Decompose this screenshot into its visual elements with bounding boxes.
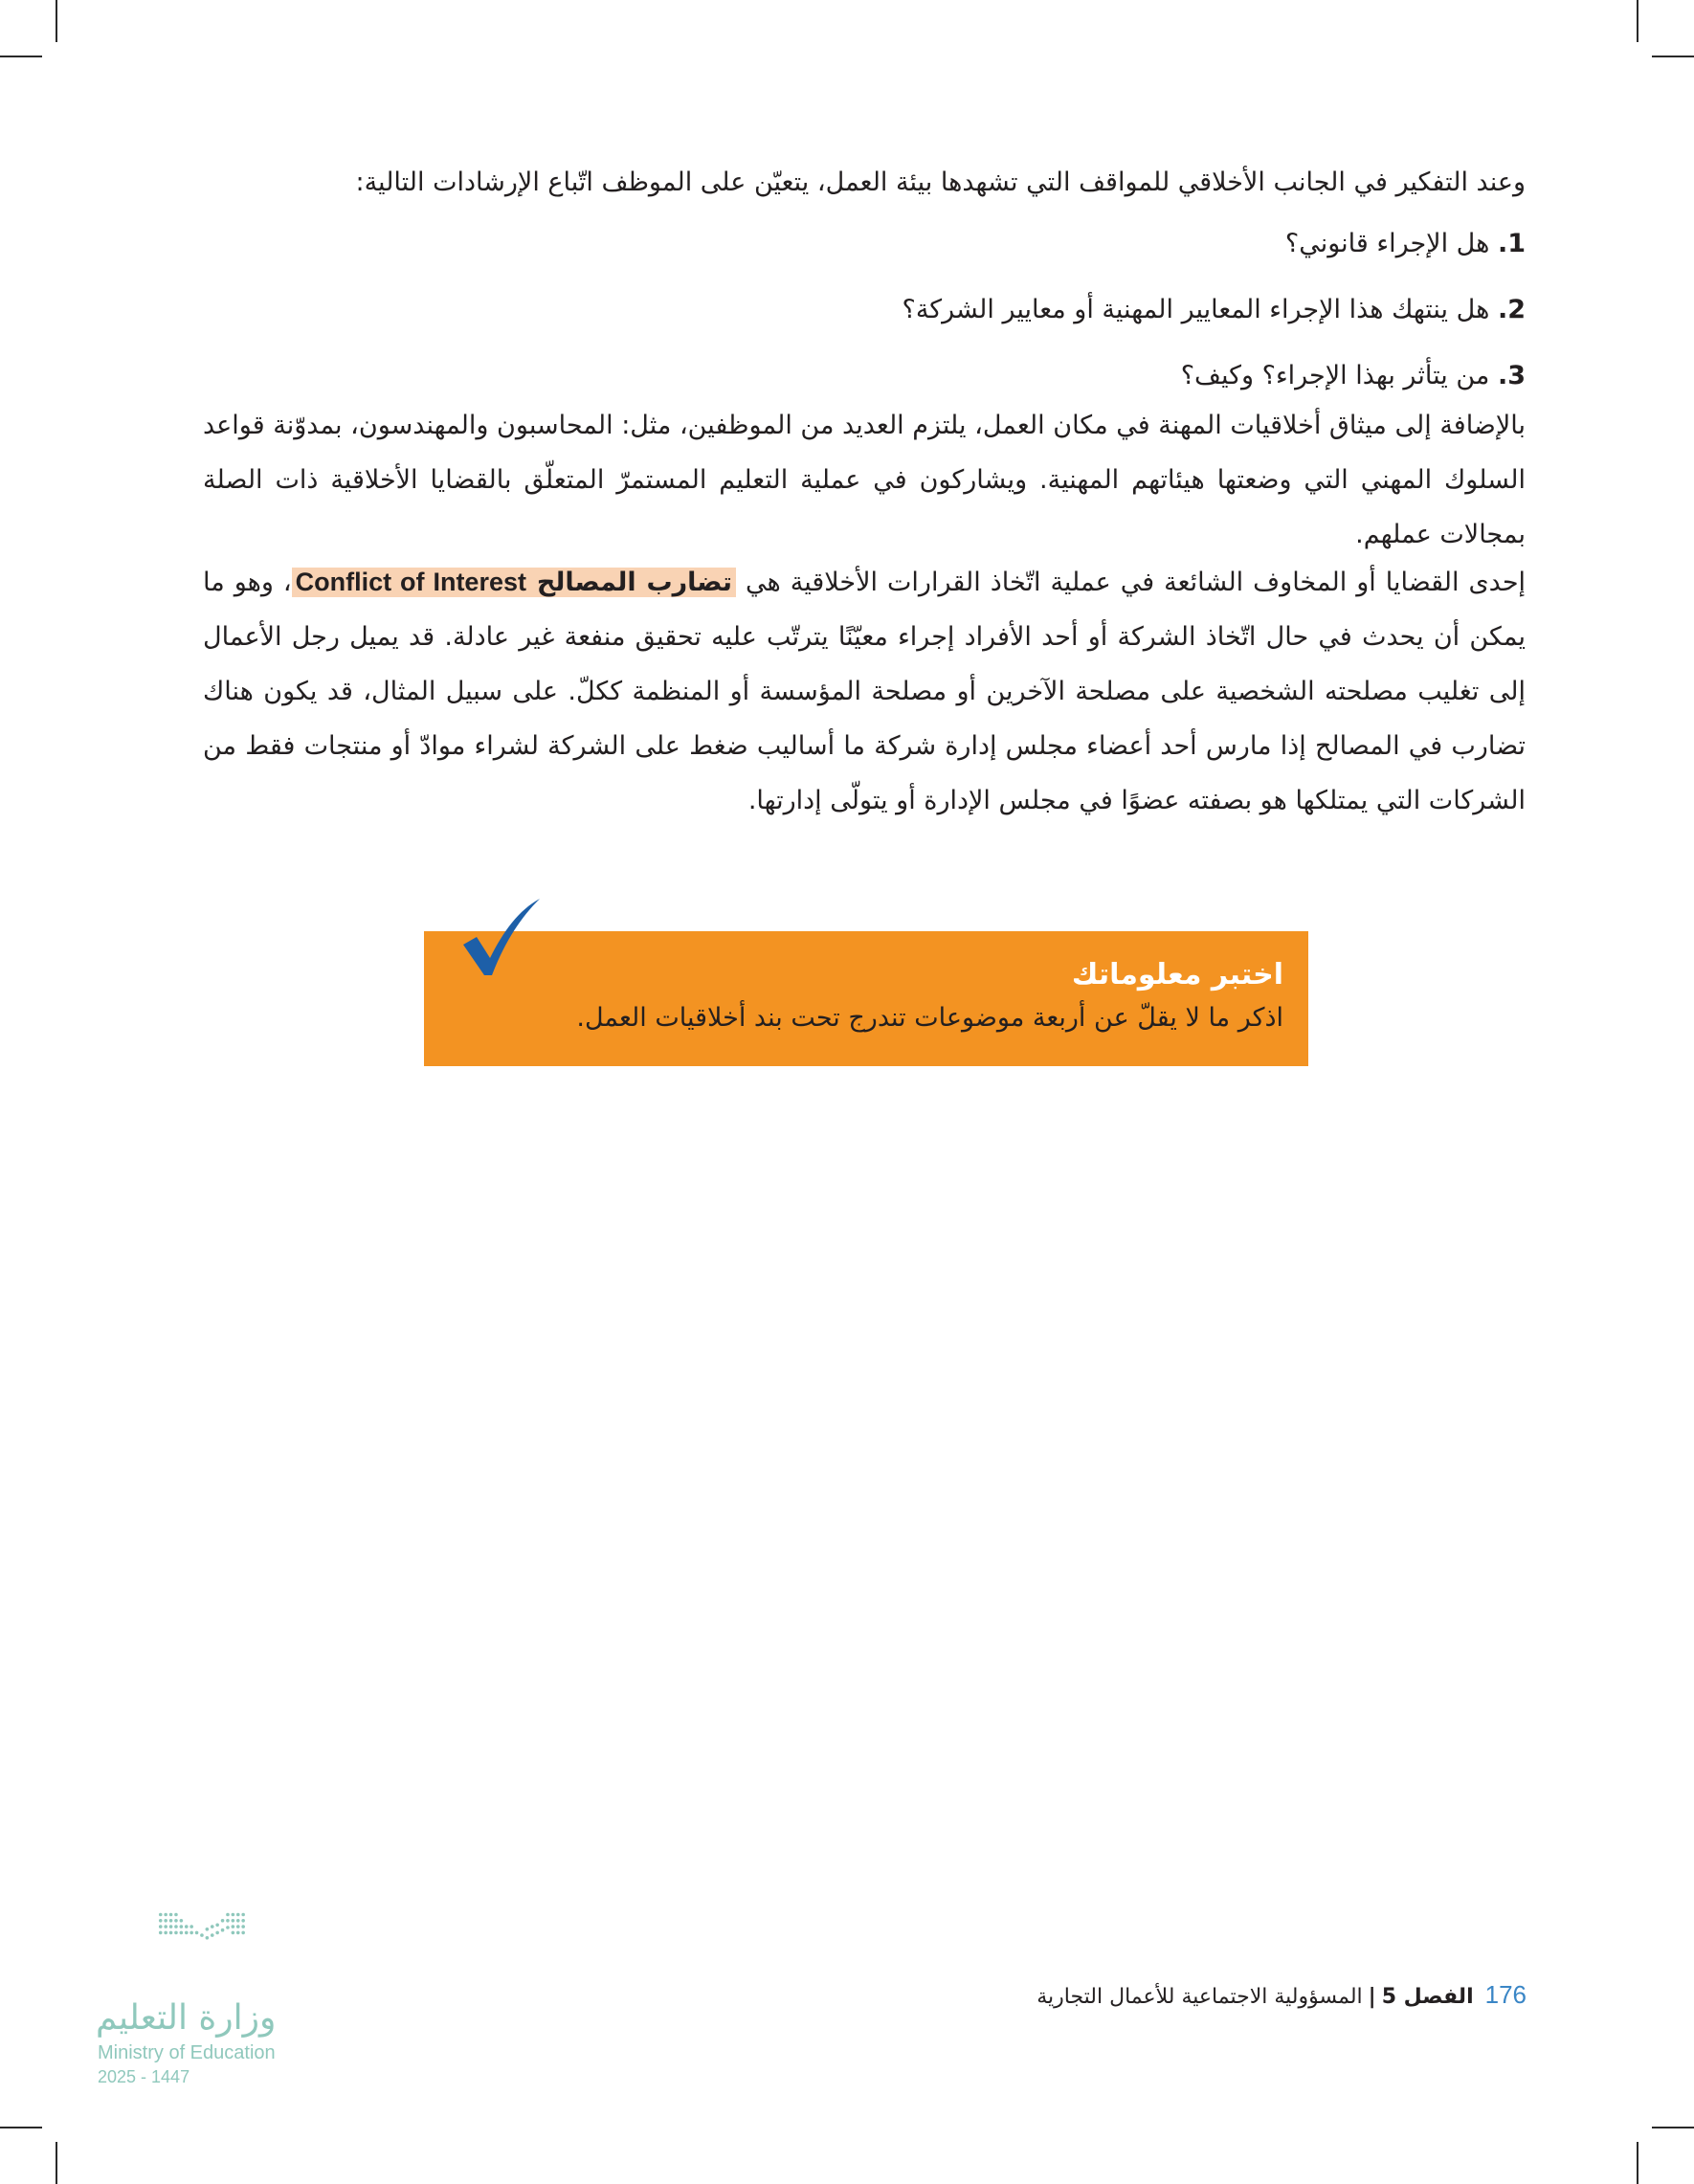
paragraph-text-after: ، وهو ما يمكن أن يحدث في حال اتّخاذ الشركة أو أحد الأفراد إجراء معيّنًا يترتّب عليه تحقيق منفعة غير عادلة. قد يميل رجل الأعمال إلى تغليب مصلحته الشخصية على مصلحة الآخرين أو مصلحة المؤسسة أو المنظمة ككلّ. على سبيل المثال، قد يكون هناك تضارب في المصالح إذا مارس أحد أعضاء مجلس إدارة شركة ما أساليب ضغط على الشركة لشراء موادّ أو منتجات فقط من الشركات التي يمتلكها هو بصفته عضوًا في مجلس الإدارة أو يتولّى إدارتها. (203, 568, 1526, 815)
crop-mark (1637, 0, 1638, 42)
crop-mark (0, 2127, 42, 2128)
list-item (203, 211, 1526, 277)
crop-mark (56, 0, 57, 42)
crop-mark (0, 56, 42, 57)
page-footer (1036, 1975, 1527, 2017)
ministry-year: 2025 - 1447 (98, 2067, 190, 2086)
list-number: 1. (1497, 229, 1526, 258)
chapter-title: المسؤولية الاجتماعية للأعمال التجارية (1036, 1985, 1363, 2009)
list-number: 2. (1497, 295, 1526, 324)
crop-mark (1652, 2127, 1694, 2128)
checkmark-icon (457, 895, 544, 981)
key-term-english: Conflict of Interest (295, 568, 526, 596)
list-item (203, 277, 1526, 343)
footer-separator: | (1368, 1985, 1376, 2009)
paragraph-text: بالإضافة إلى ميثاق أخلاقيات المهنة في مكان العمل، يلتزم العديد من الموظفين، مثل: المحاسبون والمهندسون، بمدوّنة قواعد السلوك المهني التي وضعتها هيئاتهم المهنية. ويشاركون في عملية التعليم المستمرّ المتعلّق بالقضايا الأخلاقية ذات الصلة بمجالات عملهم. (203, 411, 1526, 549)
page-number: 176 (1484, 1980, 1527, 2009)
paragraph-body (203, 555, 1526, 828)
intro-text: وعند التفكير في الجانب الأخلاقي للمواقف التي تشهدها بيئة العمل، يتعيّن على الموظف اتّباع الإرشادات التالية: (355, 167, 1526, 197)
key-term-arabic: تضارب المصالح (536, 568, 733, 597)
list-text: هل ينتهك هذا الإجراء المعايير المهنية أو معايير الشركة؟ (902, 295, 1490, 324)
ministry-logo-dots-icon (96, 1910, 316, 1996)
conflict-of-interest-paragraph (203, 555, 1526, 828)
crop-mark (56, 2142, 57, 2184)
list-number: 3. (1497, 361, 1526, 390)
intro-paragraph (203, 155, 1526, 210)
professional-codes-paragraph (203, 398, 1526, 562)
list-text: هل الإجراء قانوني؟ (1284, 229, 1490, 258)
paragraph-text-before: إحدى القضايا أو المخاوف الشائعة في عملية اتّخاذ القرارات الأخلاقية هي (746, 568, 1527, 597)
key-term-highlight (292, 568, 736, 597)
ministry-name-english: Ministry of Education (98, 2042, 276, 2063)
crop-mark (1652, 56, 1694, 57)
ministry-name-arabic: وزارة التعليم (96, 1998, 277, 2038)
test-your-knowledge-box (424, 931, 1308, 1066)
guideline-questions (203, 211, 1526, 409)
quiz-question: اذكر ما لا يقلّ عن أربعة موضوعات تندرج تحت بند أخلاقيات العمل. (576, 1003, 1283, 1033)
chapter-label: الفصل 5 (1381, 1985, 1474, 2009)
quiz-title: اختبر معلوماتك (1071, 958, 1283, 992)
crop-mark (1637, 2142, 1638, 2184)
list-text: من يتأثر بهذا الإجراء؟ وكيف؟ (1180, 361, 1490, 390)
